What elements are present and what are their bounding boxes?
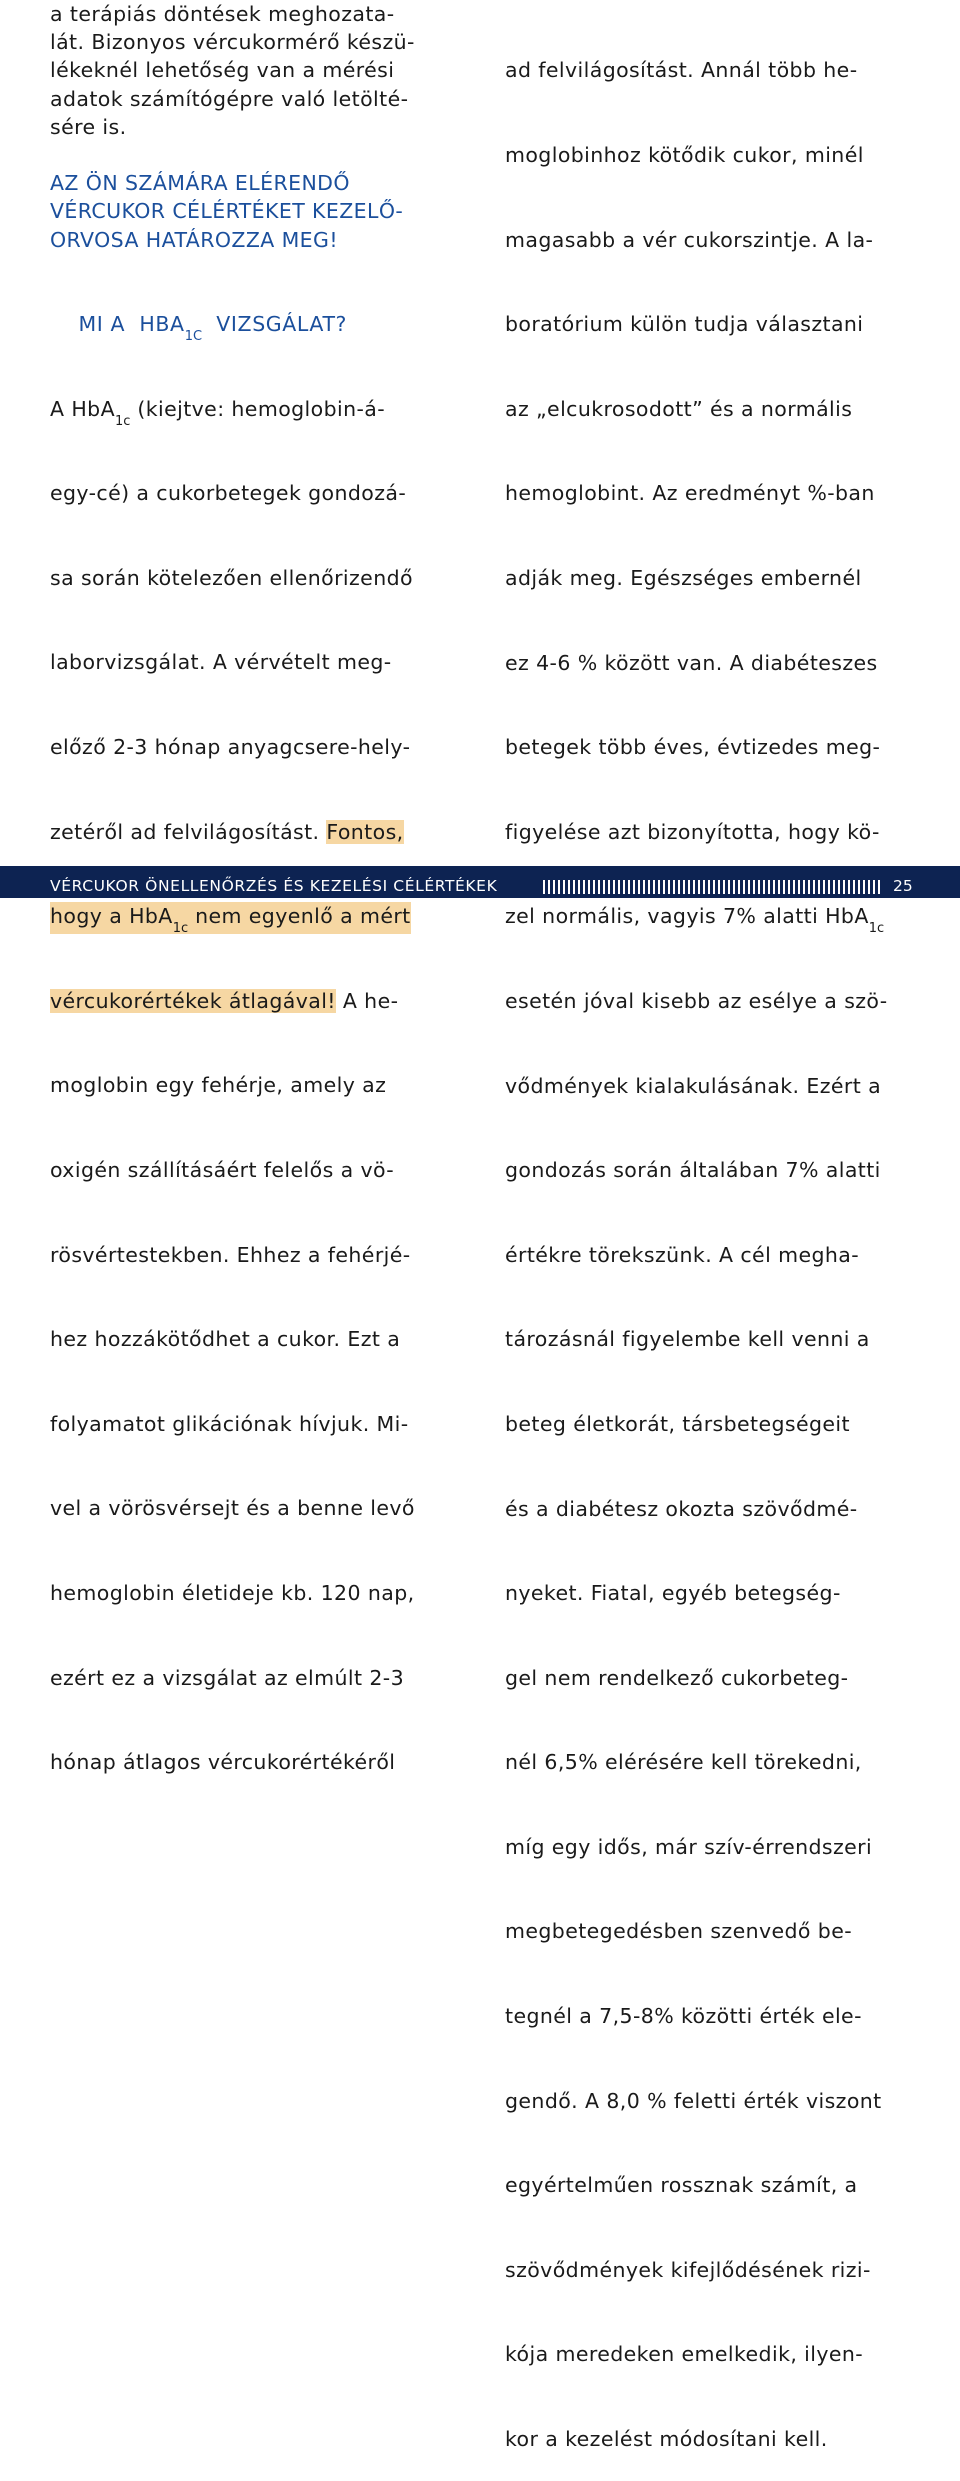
- heading-subscript: 1C: [184, 329, 203, 345]
- highlighted-text: nem egyenlő a mért: [188, 904, 411, 929]
- text-line: értékre törekszünk. A cél megha-: [505, 1242, 860, 1267]
- text-line: előző 2-3 hónap anyagcsere-hely-: [50, 735, 411, 760]
- text-line: vel a vörösvérsejt és a benne levő: [50, 1496, 415, 1521]
- text-line: egyértelműen rossznak számít, a: [505, 2173, 858, 2198]
- paragraph-hba1c: [50, 338, 460, 1833]
- highlighted-text: Fontos,: [326, 819, 404, 844]
- left-column: [50, 0, 460, 1833]
- text-line: boratórium külön tudja választani: [505, 312, 864, 337]
- highlighted-text: vércukorértékek átlagával!: [50, 988, 336, 1013]
- text-line: magasabb a vér cukorszintje. A la-: [505, 227, 874, 252]
- text-span: zetéről ad felvilágosítást.: [50, 819, 327, 844]
- text-line: sa során kötelezően ellenőrizendő: [50, 565, 413, 590]
- text-line: rösvértestekben. Ehhez a fehérjé-: [50, 1242, 411, 1267]
- text-line: esetén jóval kisebb az esélye a szö-: [505, 988, 888, 1013]
- text-line: laborvizsgálat. A vérvételt meg-: [50, 650, 392, 675]
- text-line: ezért ez a vizsgálat az elmúlt 2-3: [50, 1665, 405, 1690]
- notice-block: [50, 169, 460, 254]
- page-number: 25: [893, 877, 913, 895]
- heading-text: MI A HBA: [78, 312, 185, 337]
- text-line: lékeknél lehetőség van a mérési: [50, 58, 395, 83]
- text-line: hemoglobint. Az eredményt %-ban: [505, 481, 875, 506]
- text-line: míg egy idős, már szív-érrendszeri: [505, 1834, 873, 1859]
- section-heading: [50, 282, 460, 345]
- footer-title: VÉRCUKOR ÖNELLENŐRZÉS ÉS KEZELÉSI CÉLÉRTÉKEK: [50, 877, 498, 895]
- notice-line: AZ ÖN SZÁMÁRA ELÉRENDŐ: [50, 171, 350, 196]
- text-line: egy-cé) a cukorbetegek gondozá-: [50, 481, 407, 506]
- text-line: betegek több éves, évtizedes meg-: [505, 735, 881, 760]
- text-line: szövődmények kifejlődésének rizi-: [505, 2257, 871, 2282]
- text-line: sére is.: [50, 114, 127, 139]
- text-line: adják meg. Egészséges embernél: [505, 565, 862, 590]
- page-footer: [0, 866, 960, 898]
- text-line: nyeket. Fiatal, egyéb betegség-: [505, 1581, 841, 1606]
- text-line: hónap átlagos vércukorértékéről: [50, 1750, 396, 1775]
- text-line: figyelése azt bizonyította, hogy kö-: [505, 819, 880, 844]
- text-line: tározásnál figyelembe kell venni a: [505, 1327, 870, 1352]
- text-line: megbetegedésben szenvedő be-: [505, 1919, 853, 1944]
- subscript: 1c: [115, 413, 131, 429]
- text-span: A HbA: [50, 396, 115, 421]
- text-line: kor a kezelést módosítani kell.: [505, 2427, 828, 2452]
- text-line: folyamatot glikációnak hívjuk. Mi-: [50, 1411, 409, 1436]
- text-line: kója meredeken emelkedik, ilyen-: [505, 2342, 864, 2367]
- text-line: gondozás során általában 7% alatti: [505, 1158, 881, 1183]
- highlighted-text: hogy a HbA: [50, 904, 173, 929]
- text-line: ad felvilágosítást. Annál több he-: [505, 58, 858, 83]
- paragraph-intro: [50, 0, 460, 141]
- text-line: nél 6,5% elérésére kell törekedni,: [505, 1750, 862, 1775]
- heading-text: VIZSGÁLAT?: [202, 312, 348, 337]
- text-line: oxigén szállításáért felelős a vö-: [50, 1158, 395, 1182]
- text-line: beteg életkorát, társbetegségeit: [505, 1411, 850, 1436]
- notice-line: VÉRCUKOR CÉLÉRTÉKET KEZELŐ-: [50, 199, 404, 224]
- text-line: lát. Bizonyos vércukormérő készü-: [50, 30, 415, 55]
- text-line: az „elcukrosodott” és a normális: [505, 396, 853, 421]
- text-span: A he-: [335, 988, 399, 1013]
- text-line: és a diabétesz okozta szövődmé-: [505, 1496, 858, 1521]
- text-line: moglobin egy fehérje, amely az: [50, 1073, 387, 1098]
- text-line: a terápiás döntések meghozata-: [50, 2, 395, 26]
- right-column: [505, 0, 915, 2481]
- text-line: ez 4-6 % között van. A diabéteszes: [505, 650, 878, 675]
- text-line: tegnél a 7,5-8% közötti érték ele-: [505, 2004, 862, 2029]
- text-line: hez hozzákötődhet a cukor. Ezt a: [50, 1327, 401, 1352]
- text-line: adatok számítógépre való letölté-: [50, 86, 409, 111]
- subscript: 1c: [172, 921, 189, 937]
- text-span: (kiejtve: hemoglobin-á-: [130, 396, 386, 421]
- text-span: zel normális, vagyis 7% alatti HbA: [505, 904, 869, 929]
- text-line: vődmények kialakulásának. Ezért a: [505, 1073, 882, 1098]
- subscript: 1c: [868, 921, 885, 937]
- text-line: moglobinhoz kötődik cukor, minél: [505, 143, 864, 167]
- notice-line: ORVOSA HATÁROZZA MEG!: [50, 227, 338, 252]
- text-line: gendő. A 8,0 % feletti érték viszont: [505, 2088, 882, 2113]
- text-line: hemoglobin életideje kb. 120 nap,: [50, 1580, 415, 1605]
- text-line: gel nem rendelkező cukorbeteg-: [505, 1665, 849, 1690]
- footer-decorative-bars: [543, 880, 881, 894]
